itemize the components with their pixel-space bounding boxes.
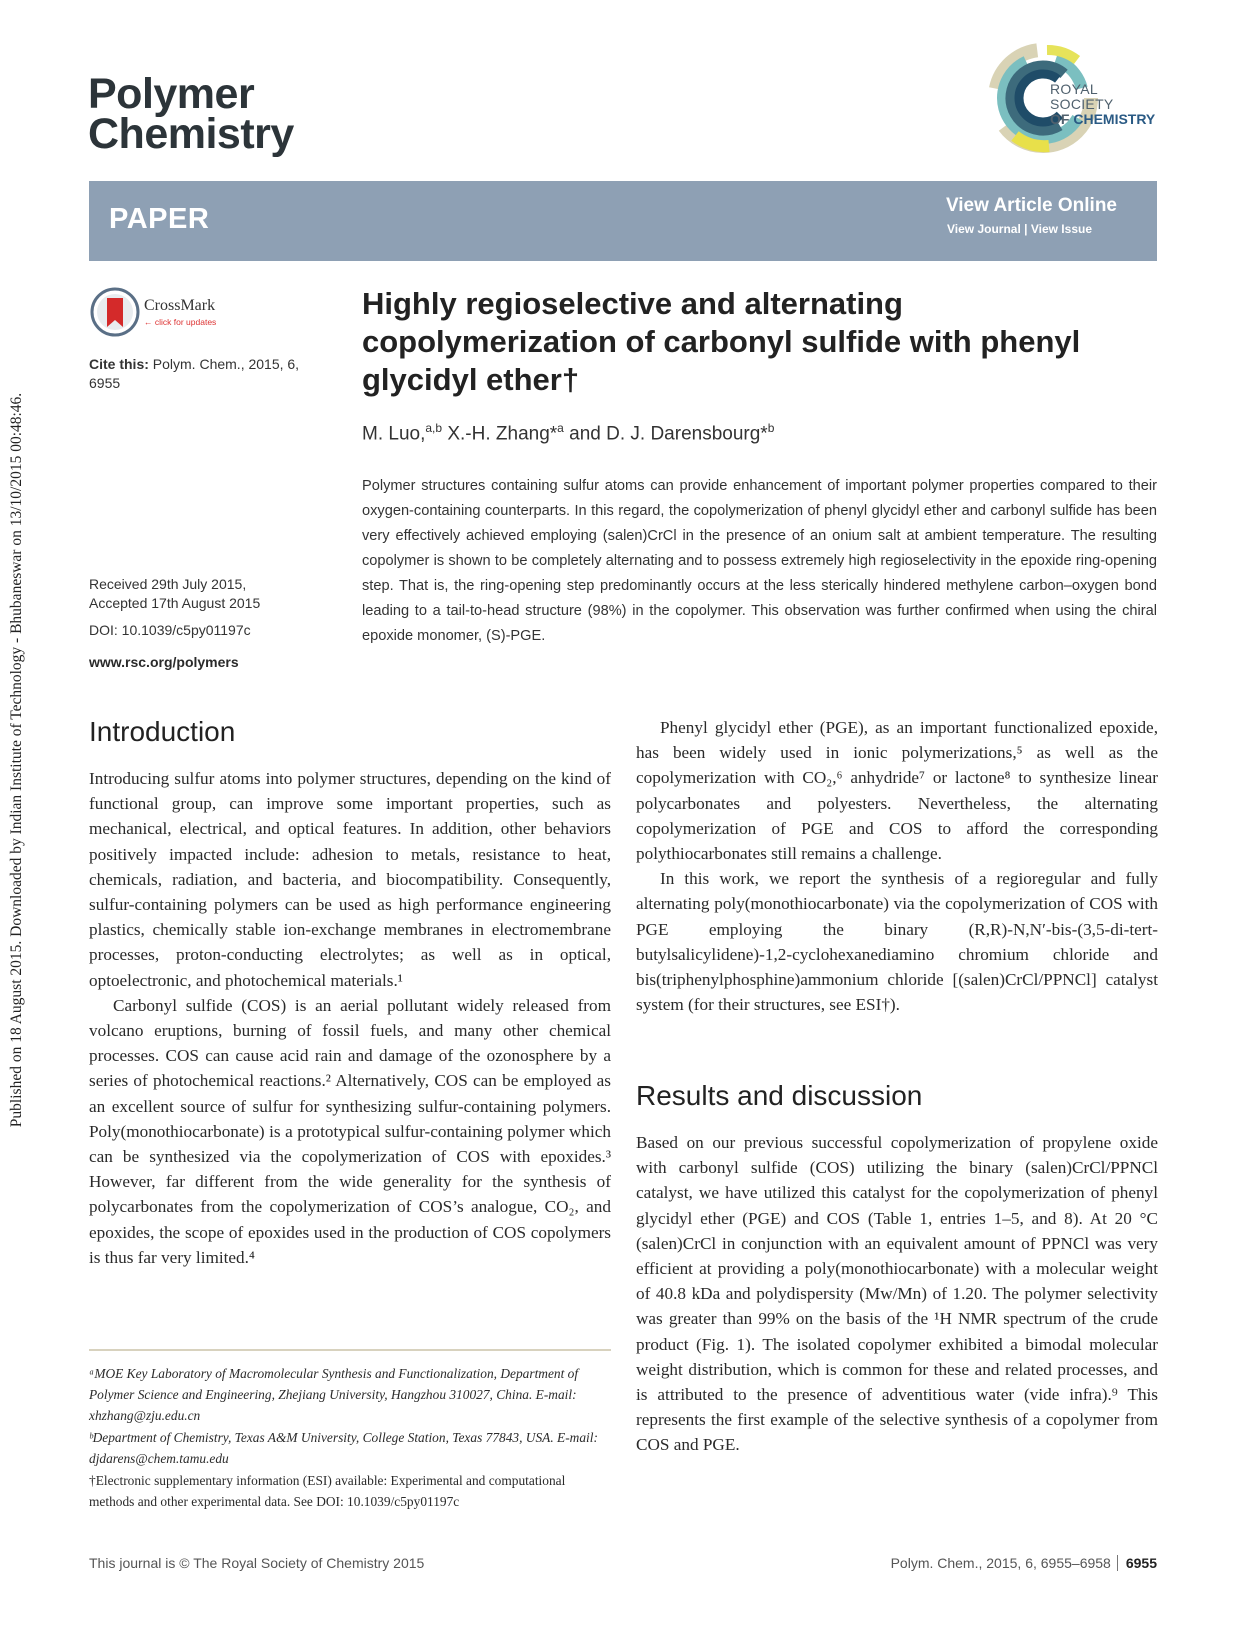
view-links <box>947 222 1092 236</box>
download-note-text: Published on 18 August 2015. Downloaded by Indian Institute of Technology - Bhubaneswar on 13/10/2015 00:48:46. <box>8 392 26 1128</box>
article-type-banner <box>89 181 1157 261</box>
author-1-affiliation: a,b <box>425 421 443 435</box>
view-article-online-link[interactable]: View Article Online <box>945 195 1117 216</box>
page-number: 6955 <box>1117 1555 1157 1571</box>
introduction-heading: Introduction <box>89 716 236 747</box>
footer-citation-text: Polym. Chem., 2015, 6, 6955–6958 <box>890 1555 1111 1571</box>
author-1: M. Luo, <box>362 423 426 445</box>
footnotes <box>89 1363 611 1513</box>
results-paragraph-1: Based on our previous successful copolymerization of propylene oxide with carbonyl sulfide (COS) utilizing the binary (salen)CrCl/PPNCl catalyst, we have utilized this catalyst for the copolymerization of phenyl glycidyl ether (PGE) and COS (Table 1, entries 1–5, and 8). At 20 °C (salen)CrCl in conjunction with an equivalent amount of PPNCl was very efficient at providing a poly(monothiocarbonate) with a molecular weight of 40.8 kDa and polydispersity (Mw/Mn) of 1.20. The polymer selectivity was greater than 99% on the basis of the ¹H NMR spectrum of the crude product (Fig. 1). The isolated copolymer exhibited a bimodal molecular weight distribution, which is common for these and related processes, and is attributed to the presence of adventitious water (vide infra).⁹ This represents the first example of the selective synthesis of a copolymer from COS and PGE. <box>636 1133 1158 1455</box>
citation <box>89 355 329 393</box>
crossmark-icon <box>90 287 140 337</box>
abstract: Polymer structures containing sulfur atoms can provide enhancement of important polymer properties compared to their oxygen-containing counterparts. In this regard, the copolymerization of phenyl glycidyl ether and carbonyl sulfide has been very effectively achieved employing (salen)CrCl in the presence of an onium salt at ambient temperature. The resulting copolymer is shown to be completely alternating and to possess extremely high regioselectivity in the epoxide ring-opening step. That is, the ring-opening step predominantly occurs at the less sterically hindered methylene carbon–oxygen bond leading to a tail-to-head structure (98%) in the copolymer. This observation was further confirmed when using the chiral epoxide monomer, (S)-PGE. <box>362 478 1157 644</box>
author-list <box>362 421 774 445</box>
crossmark-sublabel: ← click for updates <box>144 317 217 327</box>
download-note <box>6 230 28 1290</box>
author-3: and D. J. Darensbourg* <box>563 423 768 445</box>
doi: DOI: 10.1039/c5py01197c <box>89 622 251 638</box>
rsc-line2: OF CHEMISTRY <box>1050 111 1156 127</box>
received-date: Received 29th July 2015, <box>89 576 247 592</box>
footer-citation <box>891 1555 1157 1571</box>
citation-label: Cite this: <box>89 356 149 372</box>
introduction-paragraph-1: Introducing sulfur atoms into polymer structures, depending on the kind of functional group, can improve some important properties, such as mechanical, electrical, and optical features. In addition, other behaviors positively impacted include: adhesion to metals, resistance to heat, chemicals, radiation, and bacteria, and biocompatibility. Consequently, sulfur-containing polymers can be used as high performance engineering plastics, chemically stable ion-exchange membranes in electromembrane processes, proton-conducting electrolytes; as well as in optical, optoelectronic, and photochemical materials.¹ <box>89 769 611 990</box>
footnote-affiliation-a: ᵃMOE Key Laboratory of Macromolecular Synthesis and Functionalization, Department of Polymer Science and Engineering, Zhejiang University, Hangzhou 310027, China. E-mail: xhzhang@zju.edu.cn <box>89 1366 579 1423</box>
author-3-affiliation: b <box>767 421 775 435</box>
results-heading: Results and discussion <box>636 1080 923 1111</box>
introduction-body-continued <box>636 715 1158 1017</box>
author-2-affiliation: a <box>557 421 564 435</box>
introduction-body <box>89 766 611 1270</box>
author-2: X.-H. Zhang* <box>442 423 558 445</box>
article-title: Highly regioselective and alternating copolymerization of carbonyl sulfide with phenyl glycidyl ether† <box>362 286 1081 397</box>
view-journal-link[interactable]: View Journal <box>947 222 1021 236</box>
introduction-paragraph-2: Carbonyl sulfide (COS) is an aerial pollutant widely released from volcano eruptions, burning of fossil fuels, and many other chemical processes. COS can cause acid rain and damage of the ozonosphere by a series of photochemical reactions.² Alternatively, COS can be employed as an excellent source of sulfur for synthesizing sulfur-containing polymers. Poly(monothiocarbonate) is a prototypical sulfur-containing polymer which can be synthesized via the copolymerization of COS with epoxides.³ However, far different from the wide generality for the synthesis of polycarbonates from the copolymerization of COS’s analogue, CO₂, and epoxides, the scope of epoxides used in the production of COS copolymers is thus far very limited.⁴ <box>89 995 611 1267</box>
footer-copyright: This journal is © The Royal Society of Chemistry 2015 <box>89 1555 425 1571</box>
article-type-label: PAPER <box>109 203 210 235</box>
rsc-logo <box>985 38 1165 156</box>
footnote-esi: †Electronic supplementary information (ESI) available: Experimental and computational methods and other experimental data. See DOI: 10.1039/c5py01197c <box>89 1473 566 1509</box>
citation-text: Polym. Chem., 2015, 6, 6955 <box>89 356 300 391</box>
rsc-line1: ROYAL SOCIETY <box>1050 81 1114 112</box>
footnote-divider <box>89 1349 611 1351</box>
view-issue-link[interactable]: View Issue <box>1030 222 1092 236</box>
introduction-paragraph-3: Phenyl glycidyl ether (PGE), as an important functionalized epoxide, has been widely used in ionic polymerizations,⁵ as well as the copolymerization with CO₂,⁶ anhydride⁷ or lactone⁸ to synthesize linear polycarbonates and polyesters. Nevertheless, the alternating copolymerization of PGE and COS to afford the corresponding polythiocarbonates still remains a challenge. <box>636 718 1158 864</box>
journal-title <box>88 70 294 158</box>
introduction-paragraph-4: In this work, we report the synthesis of a regioregular and fully alternating poly(monothiocarbonate) via the copolymerization of COS with PGE employing the binary (R,R)-N,N′-bis-(3,5-di-tert-butylsalicylidene)-1,2-cyclohexanediamino chromium chloride and bis(triphenylphosphine)ammonium chloride [(salen)CrCl/PPNCl] catalyst system (for their structures, see ESI†). <box>636 869 1158 1015</box>
view-links-separator: | <box>1020 222 1031 236</box>
journal-title-line1: Polymer <box>88 70 255 118</box>
journal-website-link[interactable]: www.rsc.org/polymers <box>89 654 239 670</box>
crossmark-label: CrossMark <box>144 297 216 314</box>
accepted-date: Accepted 17th August 2015 <box>89 595 261 611</box>
rsc-wordmark <box>1050 82 1165 127</box>
results-body <box>636 1130 1158 1458</box>
footnote-affiliation-b: ᵇDepartment of Chemistry, Texas A&M University, College Station, Texas 77843, USA. E-mail: djdarens@chem.tamu.edu <box>89 1430 598 1466</box>
crossmark-badge[interactable] <box>90 287 230 339</box>
journal-title-line2: Chemistry <box>88 110 294 158</box>
